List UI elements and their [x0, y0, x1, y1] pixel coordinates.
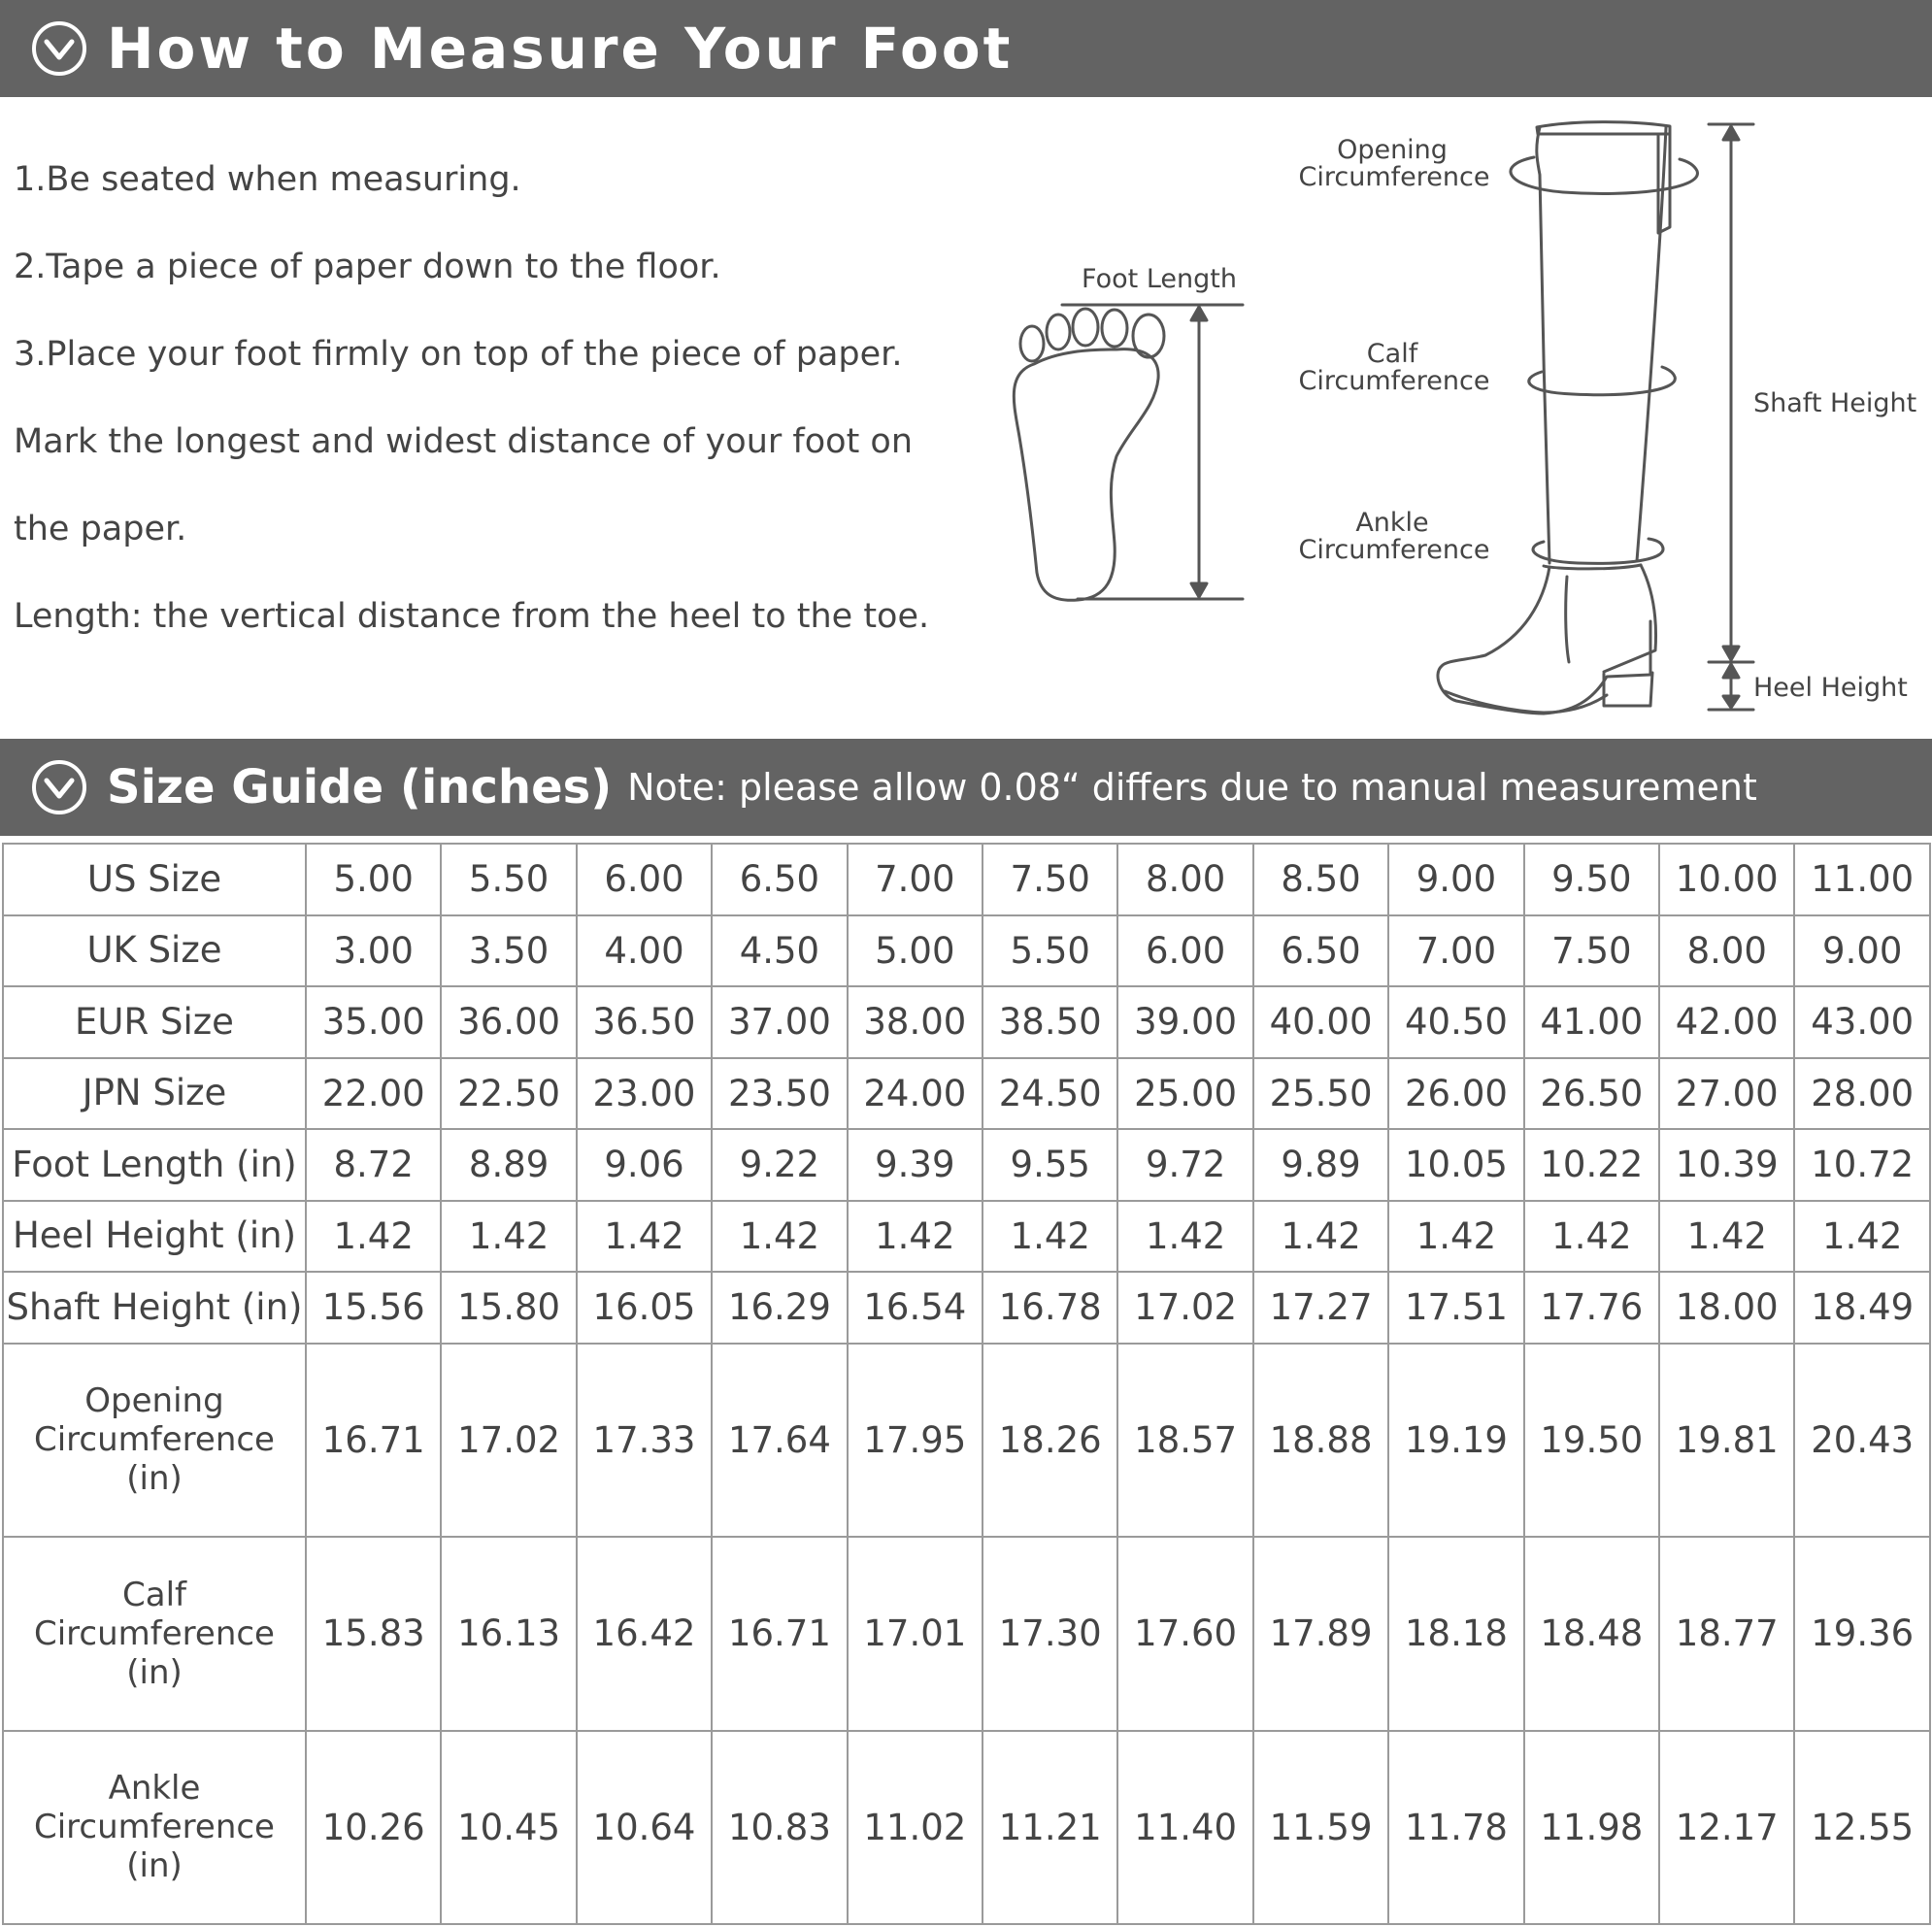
- row-label-line: Opening: [84, 1381, 224, 1421]
- table-cell: 5.50: [441, 844, 576, 915]
- table-cell: 20.43: [1794, 1344, 1930, 1537]
- table-cell: 1.42: [1659, 1201, 1794, 1273]
- instruction-item: the paper.: [14, 510, 187, 548]
- table-cell: 7.00: [1388, 915, 1523, 987]
- table-cell: 1.42: [1388, 1201, 1523, 1273]
- table-cell: 24.50: [983, 1058, 1117, 1130]
- heel-height-label: Heel Height: [1753, 673, 1908, 703]
- size-guide-header: [0, 739, 1932, 836]
- table-cell: 17.89: [1253, 1537, 1388, 1730]
- table-cell: 12.55: [1794, 1731, 1930, 1925]
- table-row: [3, 1272, 1930, 1344]
- table-cell: 8.00: [1117, 844, 1252, 915]
- table-cell: 18.57: [1117, 1344, 1252, 1537]
- table-cell: 10.39: [1659, 1129, 1794, 1201]
- table-cell: 18.77: [1659, 1537, 1794, 1730]
- table-cell: 17.01: [848, 1537, 983, 1730]
- table-cell: 43.00: [1794, 986, 1930, 1058]
- size-guide-note: Note: please allow 0.08“ differs due to manual measurement: [627, 766, 1757, 809]
- size-table: [2, 843, 1931, 1925]
- table-cell: 28.00: [1794, 1058, 1930, 1130]
- table-cell: 9.06: [577, 1129, 712, 1201]
- table-cell: 17.95: [848, 1344, 983, 1537]
- table-cell: 17.76: [1524, 1272, 1659, 1344]
- table-cell: 12.17: [1659, 1731, 1794, 1925]
- table-cell: 39.00: [1117, 986, 1252, 1058]
- boot-outline-icon: [1438, 122, 1670, 714]
- table-cell: 17.02: [441, 1344, 576, 1537]
- table-cell: 40.50: [1388, 986, 1523, 1058]
- table-cell: 6.50: [1253, 915, 1388, 987]
- table-cell: 36.00: [441, 986, 576, 1058]
- row-label: [3, 1537, 306, 1730]
- table-cell: 8.00: [1659, 915, 1794, 987]
- table-cell: 26.00: [1388, 1058, 1523, 1130]
- table-cell: 15.56: [306, 1272, 441, 1344]
- table-cell: 41.00: [1524, 986, 1659, 1058]
- table-cell: 11.98: [1524, 1731, 1659, 1925]
- table-cell: 9.00: [1794, 915, 1930, 987]
- row-label-line: Circumference (in): [34, 1420, 275, 1499]
- table-cell: 16.05: [577, 1272, 712, 1344]
- row-label: Heel Height (in): [3, 1201, 306, 1273]
- table-row: [3, 1058, 1930, 1130]
- table-cell: 18.49: [1794, 1272, 1930, 1344]
- table-cell: 10.72: [1794, 1129, 1930, 1201]
- table-cell: 9.55: [983, 1129, 1117, 1201]
- table-cell: 18.26: [983, 1344, 1117, 1537]
- instruction-item: 3.Place your foot firmly on top of the piece of paper.: [14, 335, 903, 374]
- table-cell: 5.00: [306, 844, 441, 915]
- table-cell: 23.50: [712, 1058, 847, 1130]
- table-cell: 5.50: [983, 915, 1117, 987]
- measurement-diagram: [0, 0, 1932, 738]
- table-row: [3, 986, 1930, 1058]
- table-cell: 17.30: [983, 1537, 1117, 1730]
- table-cell: 36.50: [577, 986, 712, 1058]
- table-cell: 9.72: [1117, 1129, 1252, 1201]
- row-label: US Size: [3, 844, 306, 915]
- table-cell: 6.00: [577, 844, 712, 915]
- table-cell: 25.50: [1253, 1058, 1388, 1130]
- table-cell: 1.42: [577, 1201, 712, 1273]
- table-cell: 5.00: [848, 915, 983, 987]
- table-cell: 26.50: [1524, 1058, 1659, 1130]
- table-row: [3, 1344, 1930, 1537]
- table-cell: 16.71: [712, 1537, 847, 1730]
- table-row: [3, 915, 1930, 987]
- table-cell: 18.88: [1253, 1344, 1388, 1537]
- table-cell: 17.64: [712, 1344, 847, 1537]
- size-guide-title: Size Guide (inches): [107, 760, 613, 814]
- table-cell: 37.00: [712, 986, 847, 1058]
- table-cell: 17.02: [1117, 1272, 1252, 1344]
- table-cell: 11.78: [1388, 1731, 1523, 1925]
- table-cell: 3.00: [306, 915, 441, 987]
- table-cell: 3.50: [441, 915, 576, 987]
- table-cell: 25.00: [1117, 1058, 1252, 1130]
- table-cell: 4.50: [712, 915, 847, 987]
- table-cell: 16.42: [577, 1537, 712, 1730]
- table-cell: 10.64: [577, 1731, 712, 1925]
- table-cell: 16.71: [306, 1344, 441, 1537]
- calf-label-1: Calf: [1366, 339, 1418, 369]
- table-row: [3, 1129, 1930, 1201]
- row-label-line: Circumference (in): [34, 1808, 275, 1886]
- table-cell: 1.42: [1524, 1201, 1659, 1273]
- row-label-line: Calf: [122, 1575, 186, 1614]
- table-cell: 38.00: [848, 986, 983, 1058]
- table-cell: 7.50: [1524, 915, 1659, 987]
- table-row: [3, 844, 1930, 915]
- table-cell: 6.50: [712, 844, 847, 915]
- table-cell: 23.00: [577, 1058, 712, 1130]
- table-cell: 9.22: [712, 1129, 847, 1201]
- table-cell: 7.00: [848, 844, 983, 915]
- table-cell: 17.33: [577, 1344, 712, 1537]
- foot-outline-icon: [1014, 309, 1164, 600]
- table-cell: 16.29: [712, 1272, 847, 1344]
- table-cell: 9.39: [848, 1129, 983, 1201]
- table-cell: 8.50: [1253, 844, 1388, 915]
- table-cell: 16.78: [983, 1272, 1117, 1344]
- table-cell: 1.42: [441, 1201, 576, 1273]
- table-cell: 1.42: [848, 1201, 983, 1273]
- row-label: EUR Size: [3, 986, 306, 1058]
- table-cell: 1.42: [712, 1201, 847, 1273]
- table-cell: 11.21: [983, 1731, 1117, 1925]
- instruction-item: Mark the longest and widest distance of your foot on: [14, 422, 914, 461]
- table-cell: 7.50: [983, 844, 1117, 915]
- table-cell: 15.83: [306, 1537, 441, 1730]
- table-cell: 38.50: [983, 986, 1117, 1058]
- table-row: [3, 1537, 1930, 1730]
- table-cell: 42.00: [1659, 986, 1794, 1058]
- table-cell: 1.42: [1253, 1201, 1388, 1273]
- foot-length-label: Foot Length: [1082, 264, 1237, 294]
- table-cell: 19.81: [1659, 1344, 1794, 1537]
- table-cell: 1.42: [1117, 1201, 1252, 1273]
- row-label-line: Circumference (in): [34, 1613, 275, 1692]
- ankle-label-1: Ankle: [1355, 508, 1429, 538]
- table-cell: 15.80: [441, 1272, 576, 1344]
- table-cell: 9.89: [1253, 1129, 1388, 1201]
- row-label: JPN Size: [3, 1058, 306, 1130]
- table-cell: 1.42: [1794, 1201, 1930, 1273]
- calf-label-2: Circumference: [1298, 366, 1490, 396]
- instruction-item: 1.Be seated when measuring.: [14, 160, 521, 199]
- table-cell: 18.00: [1659, 1272, 1794, 1344]
- table-cell: 40.00: [1253, 986, 1388, 1058]
- table-cell: 4.00: [577, 915, 712, 987]
- table-cell: 17.60: [1117, 1537, 1252, 1730]
- table-cell: 11.02: [848, 1731, 983, 1925]
- table-cell: 11.00: [1794, 844, 1930, 915]
- table-row: [3, 1731, 1930, 1925]
- table-cell: 19.36: [1794, 1537, 1930, 1730]
- table-cell: 11.59: [1253, 1731, 1388, 1925]
- table-cell: 10.45: [441, 1731, 576, 1925]
- table-cell: 10.26: [306, 1731, 441, 1925]
- table-cell: 16.13: [441, 1537, 576, 1730]
- row-label: Shaft Height (in): [3, 1272, 306, 1344]
- instruction-item: Length: the vertical distance from the heel to the toe.: [14, 597, 930, 636]
- table-cell: 10.05: [1388, 1129, 1523, 1201]
- row-label-line: Ankle: [108, 1769, 201, 1809]
- table-cell: 35.00: [306, 986, 441, 1058]
- table-cell: 6.00: [1117, 915, 1252, 987]
- table-cell: 9.50: [1524, 844, 1659, 915]
- table-cell: 22.50: [441, 1058, 576, 1130]
- table-cell: 27.00: [1659, 1058, 1794, 1130]
- table-cell: 11.40: [1117, 1731, 1252, 1925]
- row-label: UK Size: [3, 915, 306, 987]
- shaft-height-label: Shaft Height: [1753, 388, 1917, 418]
- opening-label-2: Circumference: [1298, 162, 1490, 192]
- instruction-item: 2.Tape a piece of paper down to the floor.: [14, 248, 721, 286]
- table-cell: 10.00: [1659, 844, 1794, 915]
- table-cell: 10.22: [1524, 1129, 1659, 1201]
- table-cell: 9.00: [1388, 844, 1523, 915]
- opening-label-1: Opening: [1337, 135, 1448, 165]
- table-cell: 22.00: [306, 1058, 441, 1130]
- table-cell: 24.00: [848, 1058, 983, 1130]
- table-cell: 19.19: [1388, 1344, 1523, 1537]
- ankle-label-2: Circumference: [1298, 535, 1490, 565]
- row-label: [3, 1344, 306, 1537]
- table-cell: 18.48: [1524, 1537, 1659, 1730]
- table-cell: 1.42: [306, 1201, 441, 1273]
- table-cell: 16.54: [848, 1272, 983, 1344]
- row-label: Foot Length (in): [3, 1129, 306, 1201]
- table-cell: 8.89: [441, 1129, 576, 1201]
- measure-title: How to Measure Your Foot: [107, 16, 1014, 82]
- table-cell: 18.18: [1388, 1537, 1523, 1730]
- table-cell: 10.83: [712, 1731, 847, 1925]
- table-cell: 8.72: [306, 1129, 441, 1201]
- table-cell: 1.42: [983, 1201, 1117, 1273]
- row-label: [3, 1731, 306, 1925]
- table-cell: 17.51: [1388, 1272, 1523, 1344]
- table-cell: 17.27: [1253, 1272, 1388, 1344]
- table-cell: 19.50: [1524, 1344, 1659, 1537]
- chevron-down-circle-icon: [31, 759, 87, 815]
- table-row: [3, 1201, 1930, 1273]
